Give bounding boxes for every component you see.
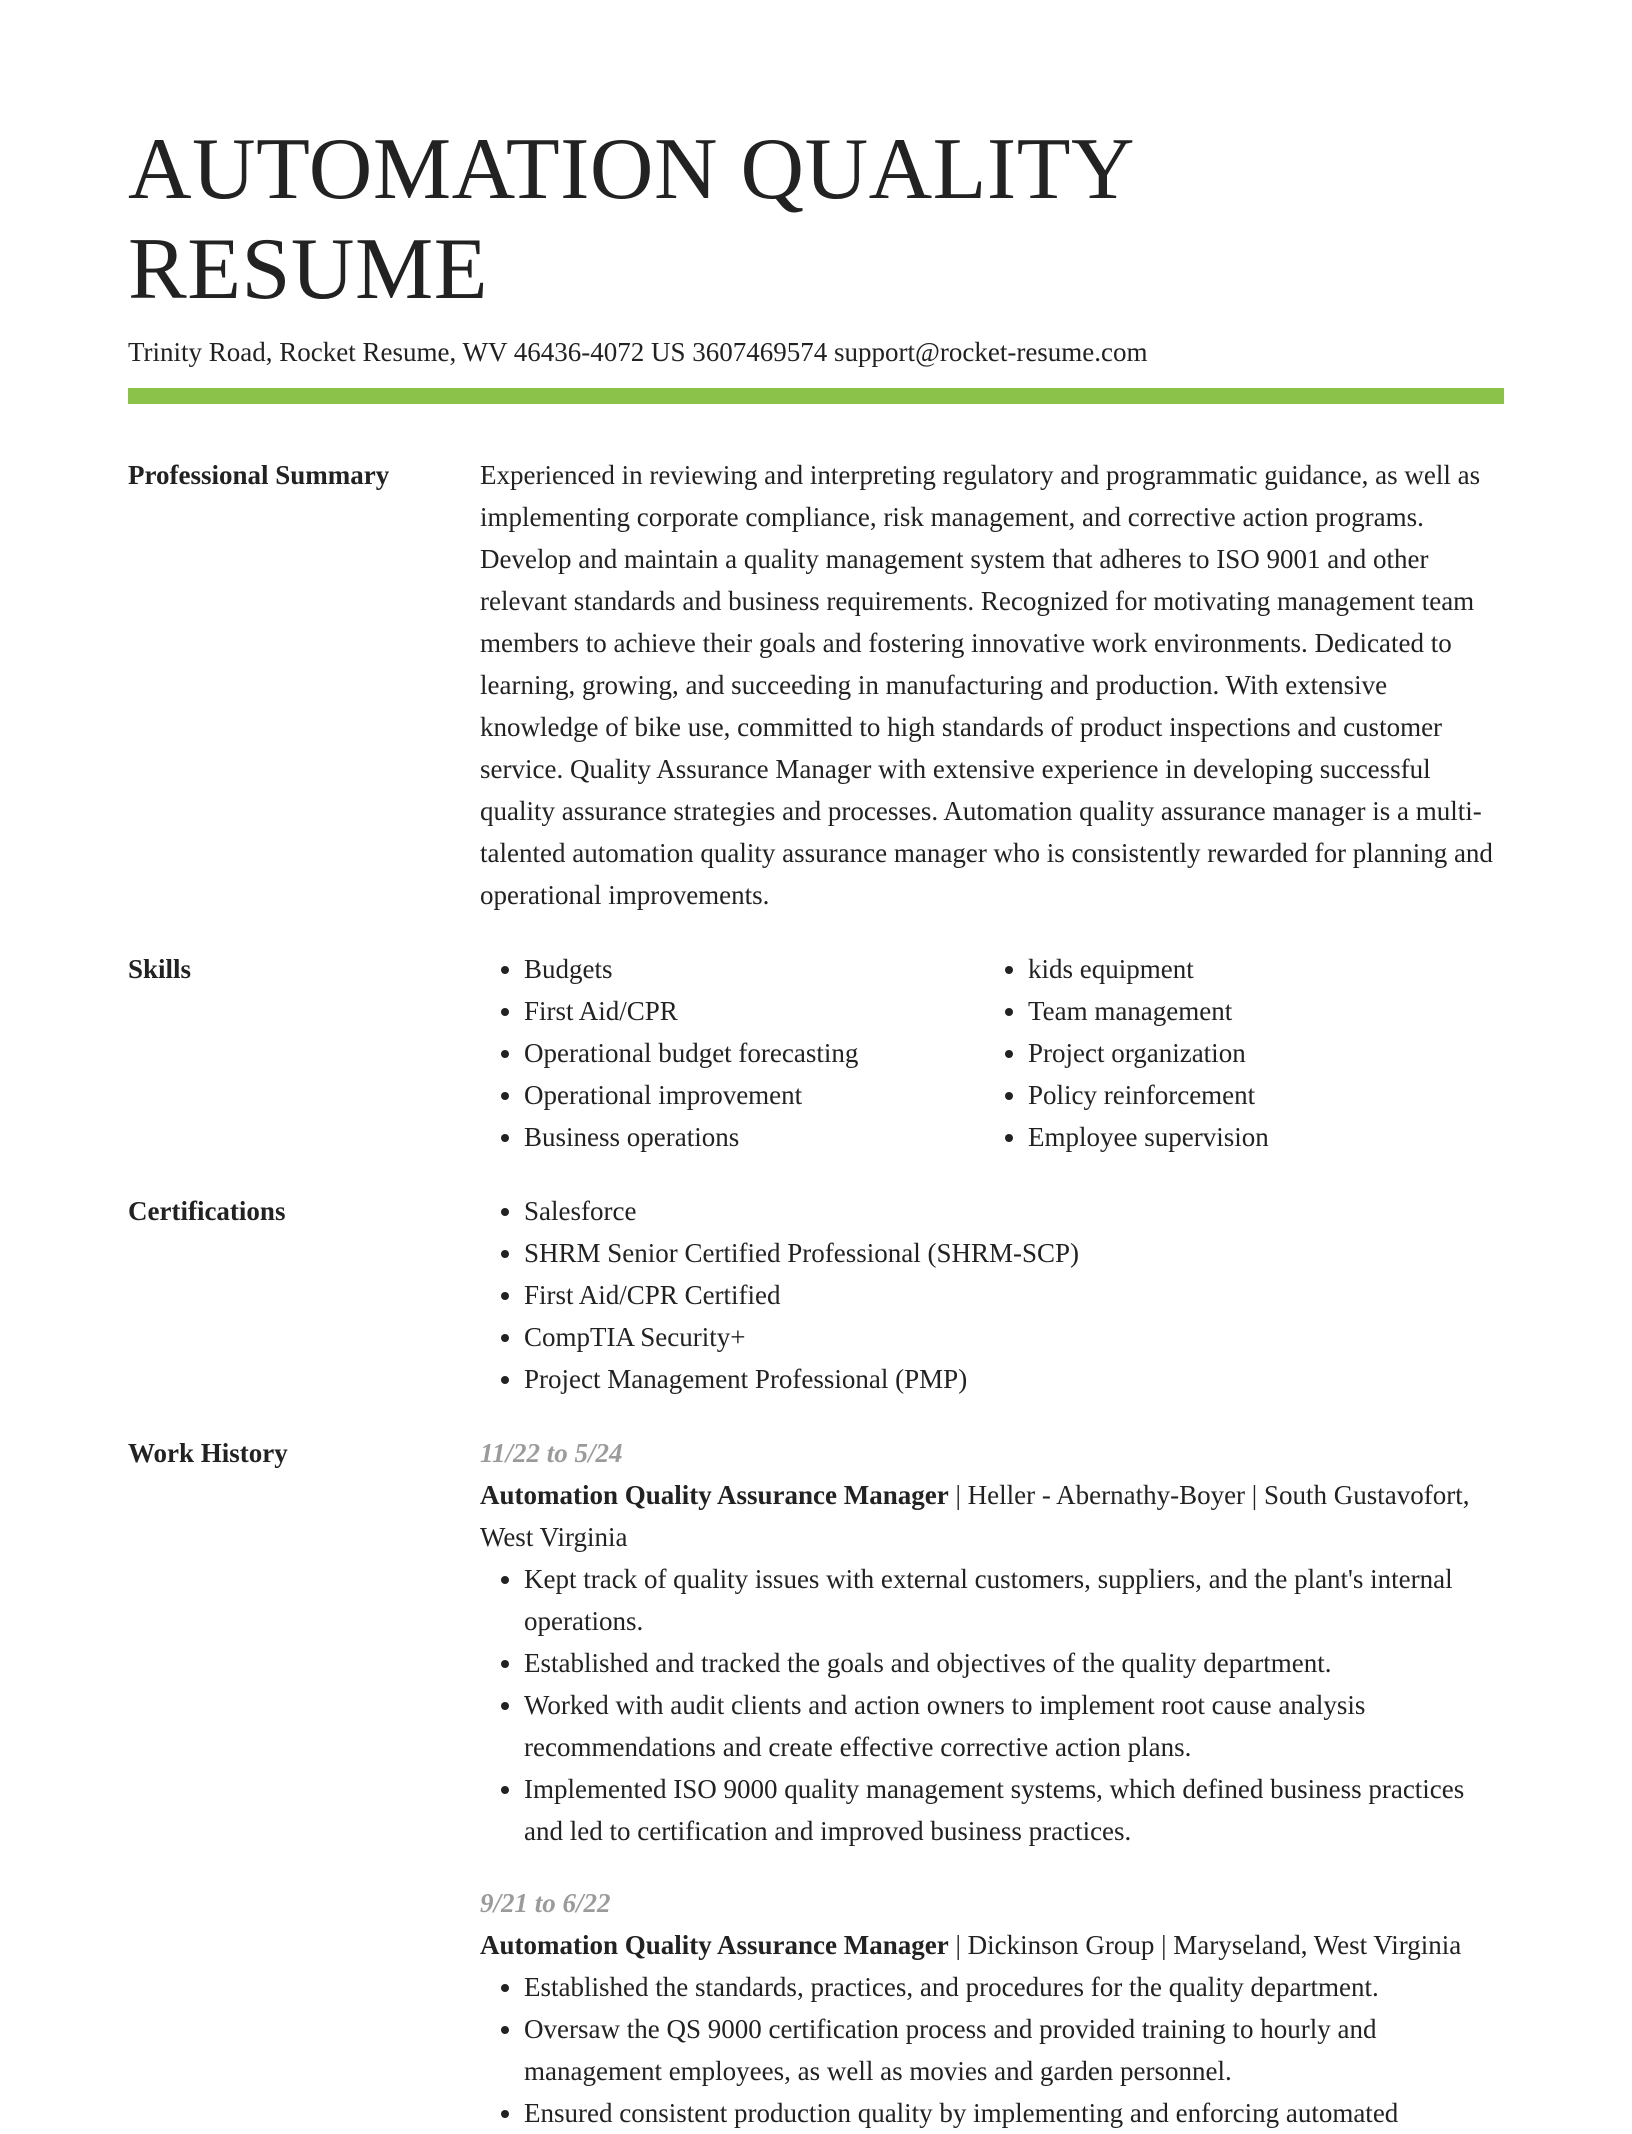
- skills-column-left: [480, 948, 984, 1158]
- job-title: Automation Quality Assurance Manager: [480, 1480, 949, 1510]
- skill-item: • Operational budget forecasting: [524, 1032, 984, 1074]
- job-bullets: [480, 1558, 1504, 1852]
- certifications-heading: Certifications: [128, 1196, 286, 1226]
- contact-line: Trinity Road, Rocket Resume, WV 46436-4072 US 3607469574 support@rocket-resume.com: [128, 337, 1148, 367]
- skill-item: • Project organization: [1028, 1032, 1488, 1074]
- job-bullet: • Ensured consistent production quality by implementing and enforcing automated: [524, 2092, 1504, 2134]
- skills-grid: [480, 948, 1504, 1158]
- job-bullet: • Established the standards, practices, and procedures for the quality department.: [524, 1966, 1504, 2008]
- job-heading: [480, 1924, 1504, 1966]
- work-history-heading: Work History: [128, 1438, 288, 1468]
- summary-heading: Professional Summary: [128, 460, 390, 490]
- skill-item: • Operational improvement: [524, 1074, 984, 1116]
- job-bullets: [480, 1966, 1504, 2134]
- job-dates: 9/21 to 6/22: [480, 1888, 611, 1918]
- skill-item: • Budgets: [524, 948, 984, 990]
- skill-item: • First Aid/CPR: [524, 990, 984, 1032]
- skill-item: • Business operations: [524, 1116, 984, 1158]
- skill-item: • Team management: [1028, 990, 1488, 1032]
- resume-page: [128, 120, 1504, 2134]
- skills-column-right: [984, 948, 1488, 1158]
- skills-section: [128, 948, 1504, 1158]
- job-title: Automation Quality Assurance Manager: [480, 1930, 949, 1960]
- certifications-list: [480, 1190, 1504, 1400]
- job-bullet: • Kept track of quality issues with external customers, suppliers, and the plant's internal operations.: [524, 1558, 1504, 1642]
- skill-item: • Employee supervision: [1028, 1116, 1488, 1158]
- accent-divider: [128, 388, 1504, 404]
- job-heading: [480, 1474, 1504, 1558]
- skill-item: • kids equipment: [1028, 948, 1488, 990]
- skills-heading: Skills: [128, 954, 192, 984]
- certification-item: • SHRM Senior Certified Professional (SHRM-SCP): [524, 1232, 1504, 1274]
- skills-list-right: [984, 948, 1488, 1158]
- skill-item: • Policy reinforcement: [1028, 1074, 1488, 1116]
- summary-text: Experienced in reviewing and interpreting regulatory and programmatic guidance, as well as implementing corporate compliance, risk management, and corrective action programs. Develop and maintain a quality management system that adheres to ISO 9001 and other relevant standards and business requirements. Recognized for motivating management team members to achieve their goals and fostering innovative work environments. Dedicated to learning, growing, and succeeding in manufacturing and production. With extensive knowledge of bike use, committed to high standards of product inspections and customer service. Quality Assurance Manager with extensive experience in developing successful quality assurance strategies and processes. Automation quality assurance manager is a multi-talented automation quality assurance manager who is consistently rewarded for planning and operational improvements.: [480, 460, 1493, 910]
- certification-item: • First Aid/CPR Certified: [524, 1274, 1504, 1316]
- certification-item: • CompTIA Security+: [524, 1316, 1504, 1358]
- job-bullet: • Worked with audit clients and action owners to implement root cause analysis recommendations and create effective corrective action plans.: [524, 1684, 1504, 1768]
- job-bullet: • Established and tracked the goals and objectives of the quality department.: [524, 1642, 1504, 1684]
- skills-body: [480, 948, 1504, 1158]
- certification-item: • Project Management Professional (PMP): [524, 1358, 1504, 1400]
- work-history-body: [480, 1432, 1504, 2134]
- summary-section: [128, 454, 1504, 916]
- job-entry: [480, 1432, 1504, 1852]
- skills-list-left: [480, 948, 984, 1158]
- resume-title: AUTOMATION QUALITY RESUME: [128, 121, 1132, 318]
- job-entry: [480, 1882, 1504, 2134]
- job-bullet: • Implemented ISO 9000 quality management systems, which defined business practices and led to certification and improved business practices.: [524, 1768, 1504, 1852]
- work-history-section: [128, 1432, 1504, 2134]
- certifications-section: [128, 1190, 1504, 1400]
- job-dates: 11/22 to 5/24: [480, 1438, 623, 1468]
- summary-body: [480, 454, 1504, 916]
- certification-item: • Salesforce: [524, 1190, 1504, 1232]
- job-bullet: • Oversaw the QS 9000 certification process and provided training to hourly and management employees, as well as movies and garden personnel.: [524, 2008, 1504, 2092]
- certifications-body: [480, 1190, 1504, 1400]
- job-details: | Dickinson Group | Maryseland, West Virginia: [948, 1930, 1462, 1960]
- job-details: | Heller - Abernathy-Boyer | South Gustavofort, West Virginia: [480, 1480, 1470, 1552]
